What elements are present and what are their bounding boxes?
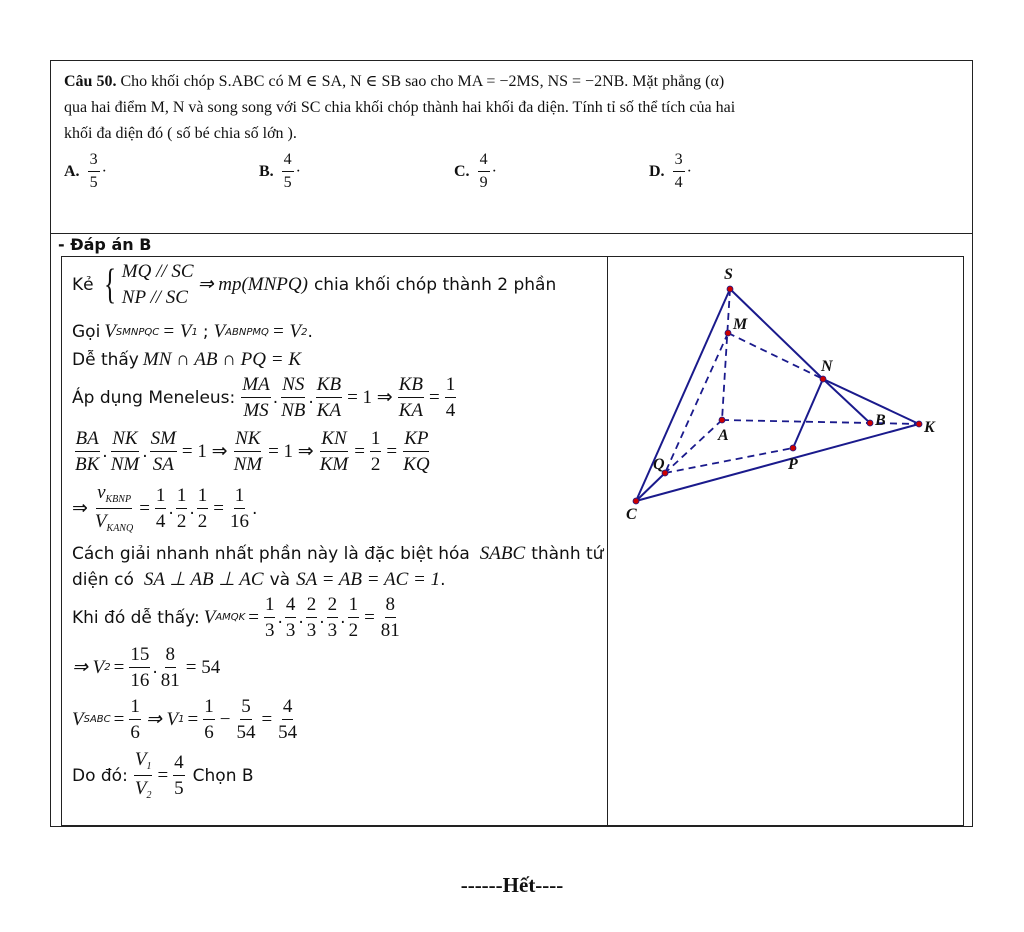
label-Q: Q [653, 456, 665, 473]
footer-end-text: ------Hết---- [460, 873, 564, 897]
pyramid-figure [610, 257, 962, 557]
solution-line-4: Áp dụng Meneleus: MA MS . NS NB . $\frac{KB}{KA}$ = 1 ⇒ $\frac{KB}{KA}$ = $\frac{1}{4}$ [72, 374, 456, 421]
label-S: S [724, 266, 733, 283]
solution-line-10: ⇒ V 2 = $\frac{15}{16}$ . $\frac{8}{81}$ = 54 [72, 644, 221, 691]
answer-header: - Đáp án B [58, 235, 152, 254]
option-d[interactable]: D. $\frac{3}{4}$ · [649, 151, 692, 191]
question-line-2: qua hai điểm M, N và song song với SC chia khối chóp thành hai khối đa diện. Tính tỉ số thể tích của hai [64, 99, 736, 116]
edge-SN [730, 289, 823, 379]
point-S [727, 286, 733, 292]
label-M: M [733, 316, 748, 333]
question-line-1: Cho khối chóp S.ABC có M ∈ SA, N ∈ SB sao cho MA = −2MS, NS = −2NB. Mặt phẳng (α) [116, 73, 725, 90]
edge-SA [722, 289, 730, 420]
column-divider [607, 257, 608, 825]
system-brace: { [103, 261, 116, 308]
edge-NP [793, 379, 823, 448]
option-c[interactable]: C. $\frac{4}{9}$ · [454, 151, 497, 191]
question-line-3: khối đa diện đó ( số bé chia số lớn ). [64, 125, 297, 142]
point-B [867, 420, 873, 426]
solution-line-1: Kẻ { MQ // SC NP // SC ⇒ mp(MNPQ) chia khối chóp thành 2 phần [72, 259, 556, 310]
exercise-box [50, 60, 973, 827]
point-N [820, 376, 826, 382]
edge-NB [823, 379, 870, 423]
edge-AQ [665, 420, 722, 473]
label-C: C [626, 506, 637, 523]
solution-line-5: BA BK . NK NM . $\frac{SM}{SA}$ = 1 ⇒ $\frac{NK}{NM}$ = 1 ⇒ $\frac{KN}{KM}$ = $\frac{1}{2}$ = $\frac{KP}{KQ}$ [75, 428, 430, 475]
point-K [916, 421, 922, 427]
label-A: A [718, 427, 729, 444]
solution-line-7: Cách giải nhanh nhất phần này là đặc biệt hóa SABC thành tứ [72, 543, 604, 564]
label-K: K [924, 419, 935, 436]
solution-line-11: V SABC = $\frac{1}{6}$ ⇒ V 1 = $\frac{1}{6}$ − $\frac{5}{54}$ = $\frac{4}{54}$ [72, 696, 298, 743]
edge-CK [636, 424, 919, 501]
edge-MQ [665, 333, 728, 473]
solution-line-12: Do đó: $\frac{V_1}{V_2}$ = $\frac{4}{5}$ Chọn B [72, 749, 254, 801]
edge-MN [728, 333, 823, 379]
option-a[interactable]: A. $\frac{3}{5}$ · [64, 151, 107, 191]
question-area [51, 61, 972, 234]
point-A [719, 417, 725, 423]
question-text [64, 69, 949, 147]
solution-line-9: Khi đó dễ thấy: V AMQK = $\frac{1}{3}$ . 4 3 . 2 3 . 2 3 . $\frac{1}{2}$ = $\frac{8}{81}$ [72, 594, 400, 641]
edge-NK [823, 379, 919, 424]
edge-QP [665, 448, 793, 473]
label-N: N [821, 358, 833, 375]
solution-table [61, 256, 964, 827]
point-M [725, 330, 731, 336]
point-C [633, 498, 639, 504]
solution-line-2: Gọi V SMNPQC = V 1 ; V ABNPMQ = V 2 . [72, 321, 313, 342]
solution-line-8: diện có SA ⊥ AB ⊥ AC và SA = AB = AC = 1 . [72, 568, 446, 590]
option-b[interactable]: B. $\frac{4}{5}$ · [259, 151, 301, 191]
label-P: P [788, 456, 798, 473]
solution-line-6: ⇒ $v_{KBNP}$ $V_{KANQ}$ = $\frac{1}{4}$ . 1 2 . $\frac{1}{2}$ = $\frac{1}{16}$ . [72, 482, 258, 534]
construction-system: MQ // SC NP // SC [121, 261, 194, 308]
question-number: Câu 50. [64, 73, 117, 90]
solution-line-3: Dễ thấy MN ∩ AB ∩ PQ = K [72, 349, 302, 370]
edge-AK [722, 420, 919, 424]
point-P [790, 445, 796, 451]
label-B: B [875, 412, 886, 429]
